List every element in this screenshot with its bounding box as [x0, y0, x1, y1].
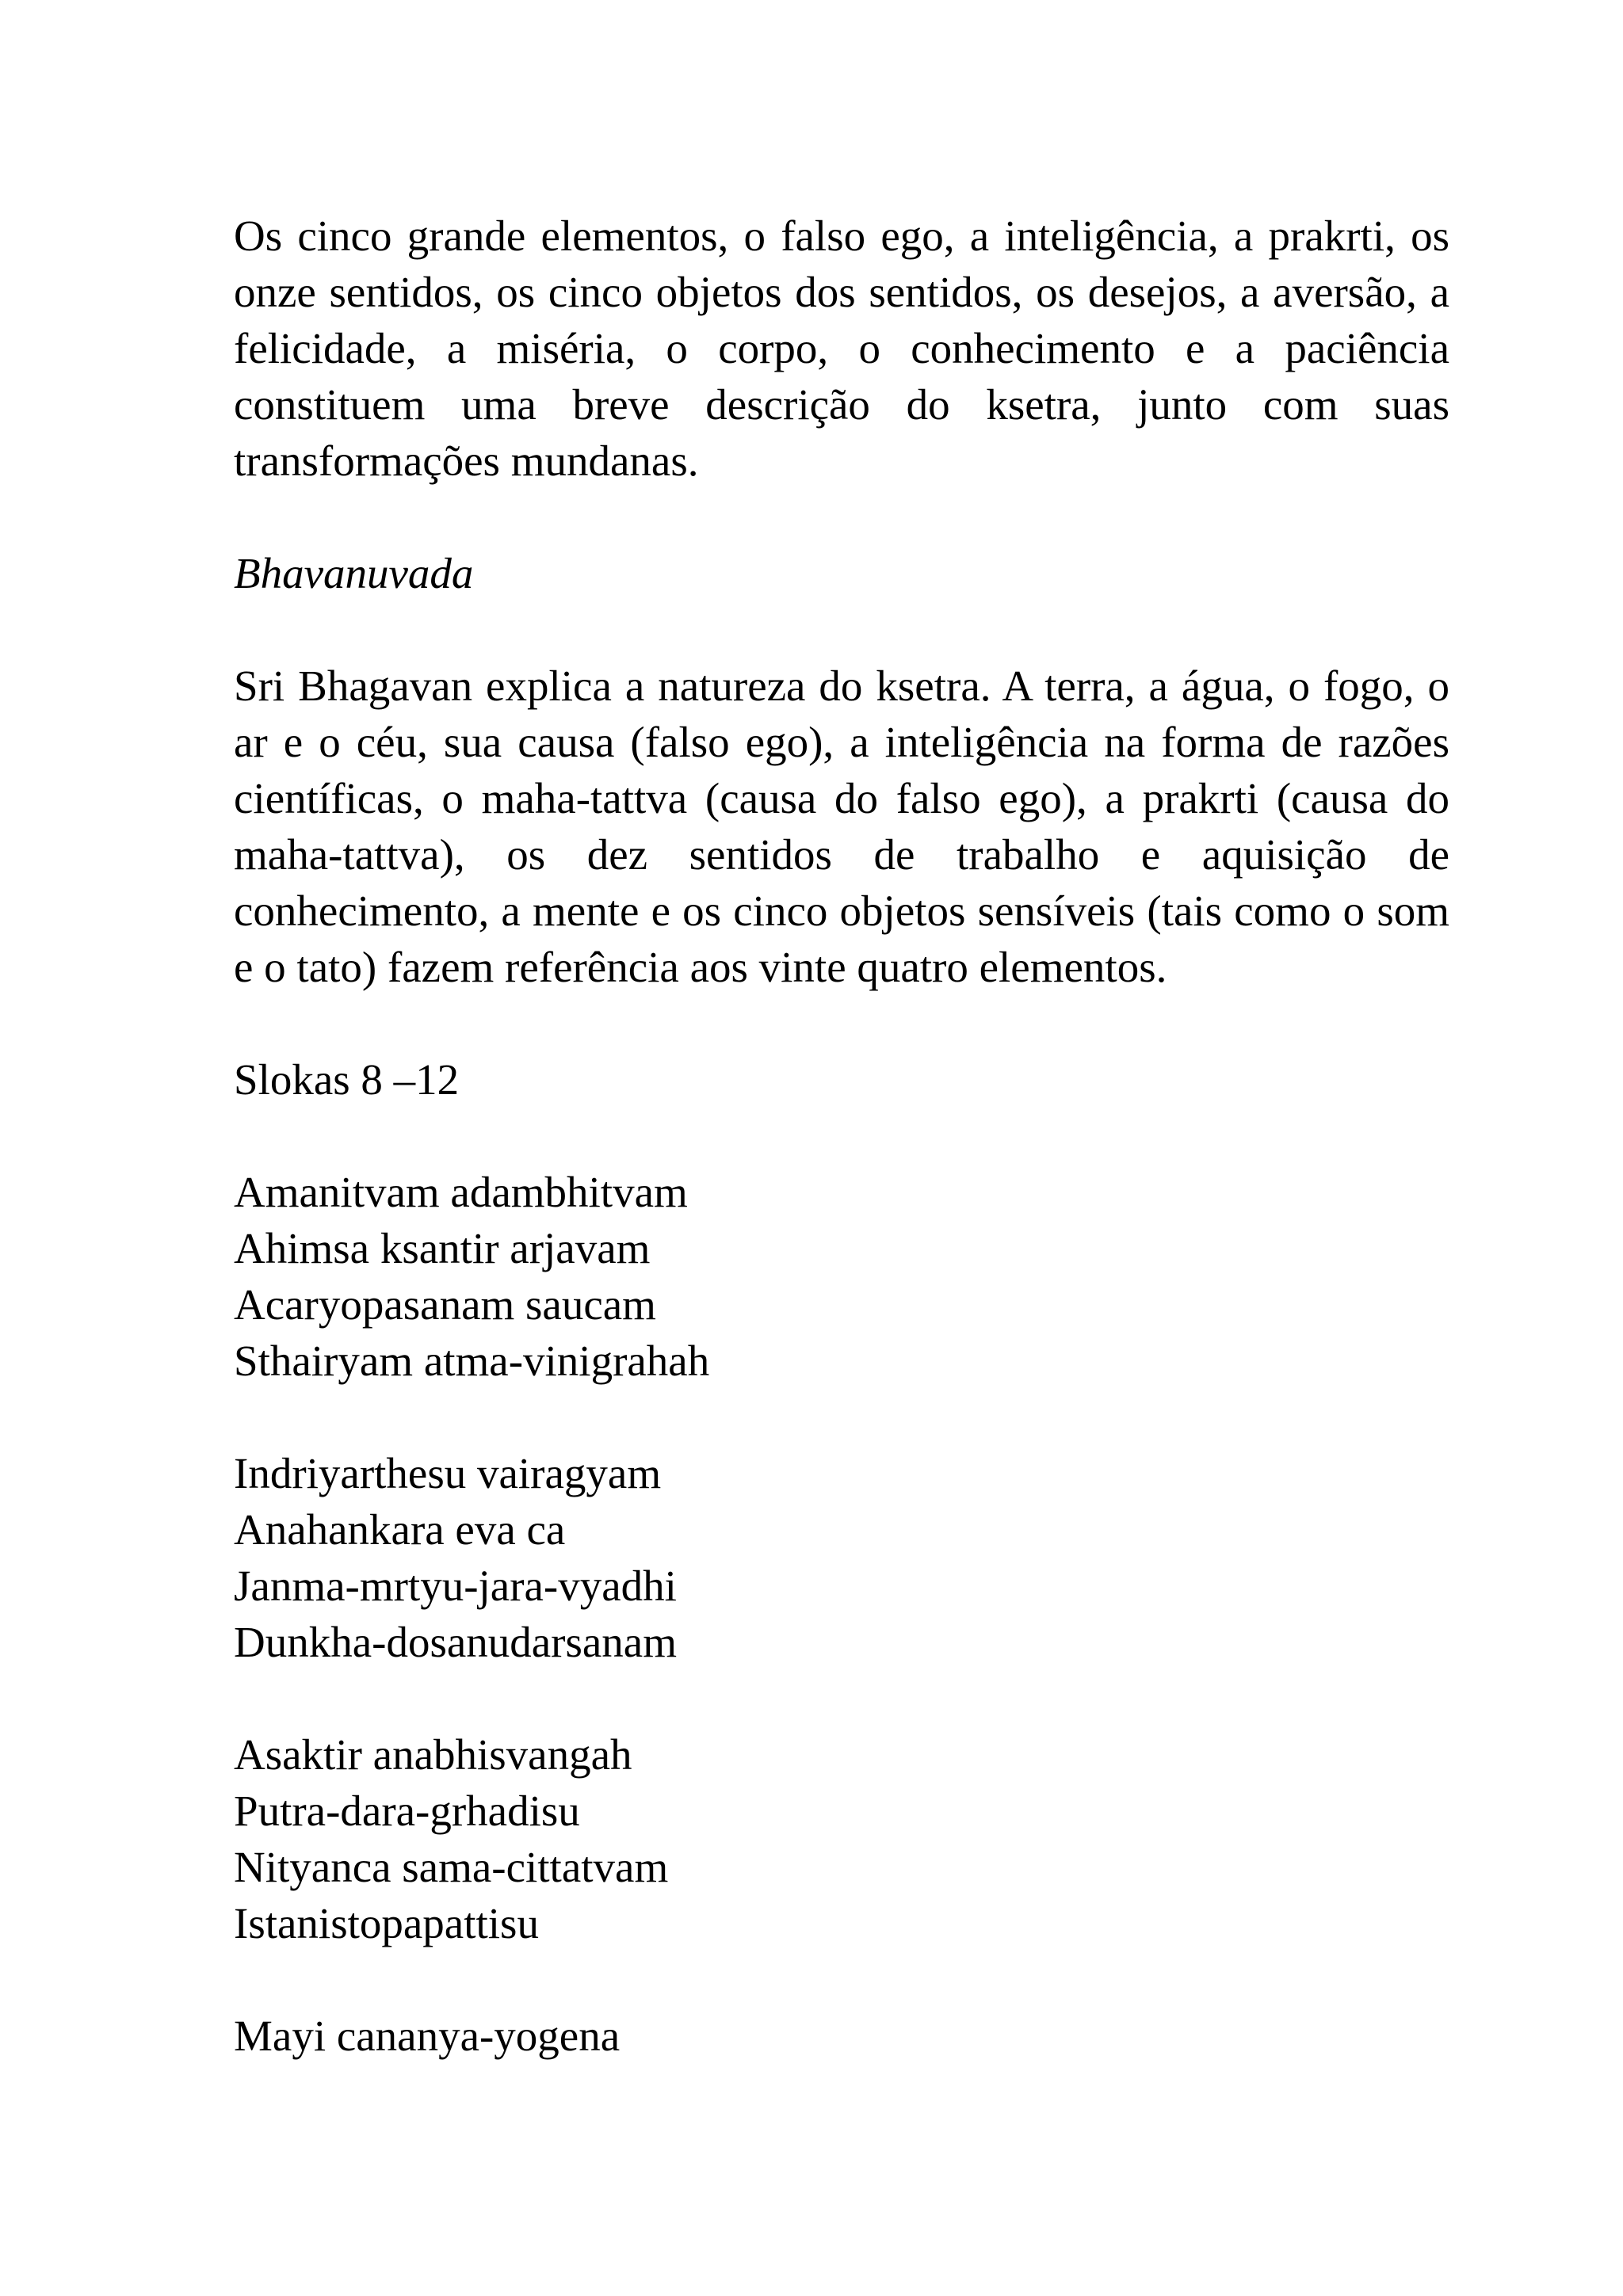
- document-page: [234, 208, 1449, 2064]
- verse-line: Asaktir anabhisvangah: [234, 1730, 632, 1779]
- verse-line: Janma-mrtyu-jara-vyadhi: [234, 1562, 677, 1610]
- spacer: [234, 995, 1449, 1051]
- verse-line: Mayi cananya-yogena: [234, 2012, 621, 2060]
- spacer: [234, 1389, 1449, 1445]
- verse-stanza-1: [234, 1164, 1449, 1389]
- slokas-label: Slokas 8 –12: [234, 1055, 460, 1104]
- paragraph-ksetra-elements: Os cinco grande elementos, o falso ego, a inteligência, a prakrti, os onze sentidos, os cinco objetos dos sentidos, os desejos, a aversão, a felicidade, a miséria, o corpo, o conhecimento e a paciência constituem uma breve descrição do ksetra, junto com suas transformações mundanas.: [234, 212, 1449, 485]
- spacer: [234, 601, 1449, 658]
- spacer: [234, 1108, 1449, 1164]
- verse-line: Ahimsa ksantir arjavam: [234, 1224, 651, 1272]
- verse-line: Anahankara eva ca: [234, 1505, 566, 1554]
- verse-line: Nityanca sama-cittatvam: [234, 1843, 669, 1891]
- verse-line: Dunkha-dosanudarsanam: [234, 1618, 677, 1666]
- spacer: [234, 489, 1449, 545]
- paragraph-bhavanuvada: Sri Bhagavan explica a natureza do ksetra. A terra, a água, o fogo, o ar e o céu, sua causa (falso ego), a inteligência na forma de razões científicas, o maha-tattva (causa do falso ego), a prakrti (causa do maha-tattva), os dez sentidos de trabalho e aquisição de conhecimento, a mente e os cinco objetos sensíveis (tais como o som e o tato) fazem referência aos vinte quatro elementos.: [234, 662, 1449, 991]
- verse-stanza-3: [234, 1726, 1449, 1951]
- verse-stanza-2: [234, 1445, 1449, 1670]
- verse-line: Putra-dara-grhadisu: [234, 1787, 580, 1835]
- spacer: [234, 1670, 1449, 1726]
- verse-line: Istanistopapattisu: [234, 1899, 539, 1947]
- verse-line: Amanitvam adambhitvam: [234, 1168, 688, 1216]
- verse-line: Sthairyam atma-vinigrahah: [234, 1337, 710, 1385]
- verse-line: Indriyarthesu vairagyam: [234, 1449, 662, 1497]
- verse-line: Acaryopasanam saucam: [234, 1280, 656, 1329]
- spacer: [234, 1951, 1449, 2008]
- verse-stanza-4: [234, 2008, 1449, 2064]
- section-heading-bhavanuvada: Bhavanuvada: [234, 549, 474, 597]
